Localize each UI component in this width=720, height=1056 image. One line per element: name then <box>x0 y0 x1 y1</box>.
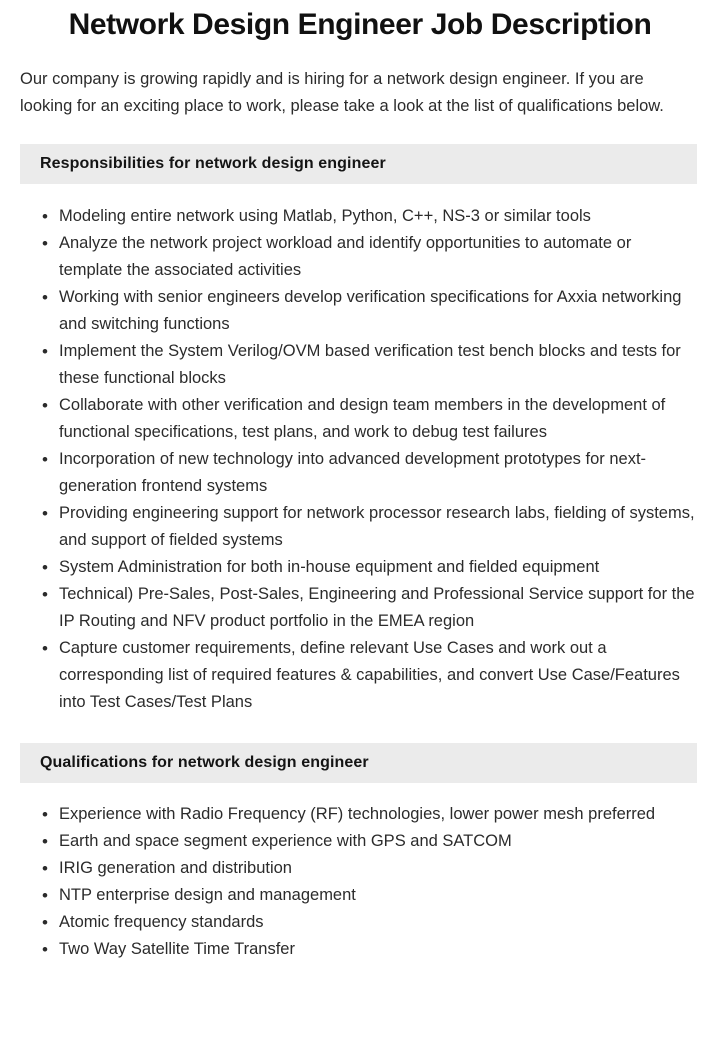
list-item-text: Atomic frequency standards <box>59 913 264 931</box>
section-heading-label: Responsibilities for network design engineer <box>40 155 386 172</box>
bullet-dot-icon: • <box>42 940 48 959</box>
list-item-text: NTP enterprise design and management <box>59 886 356 904</box>
bullet-dot-icon: • <box>42 913 48 932</box>
list-item-text: Collaborate with other verification and design team members in the development of functional specifications, test plans, and work to debug test failures <box>59 396 666 441</box>
list-item <box>42 392 696 446</box>
bullet-dot-icon: • <box>42 886 48 905</box>
list-item <box>42 338 696 392</box>
list-item-text: Earth and space segment experience with GPS and SATCOM <box>59 832 512 850</box>
section-header-responsibilities <box>20 144 697 184</box>
list-item-text: Modeling entire network using Matlab, Python, C++, NS-3 or similar tools <box>59 207 591 225</box>
bullet-dot-icon: • <box>42 288 48 307</box>
bullet-dot-icon: • <box>42 859 48 878</box>
list-item <box>42 581 696 635</box>
list-item <box>42 909 696 936</box>
list-item-text: Technical) Pre-Sales, Post-Sales, Engineering and Professional Service support for the IP Routing and NFV product portfolio in the EMEA region <box>59 585 695 630</box>
list-item-text: IRIG generation and distribution <box>59 859 292 877</box>
responsibilities-list <box>0 184 720 716</box>
list-item-text: Working with senior engineers develop verification specifications for Axxia networking and switching functions <box>59 288 682 333</box>
list-item-text: Two Way Satellite Time Transfer <box>59 940 295 958</box>
list-item <box>42 882 696 909</box>
bullet-dot-icon: • <box>42 396 48 415</box>
list-item-text: System Administration for both in-house equipment and fielded equipment <box>59 558 600 576</box>
bullet-dot-icon: • <box>42 207 48 226</box>
bullet-dot-icon: • <box>42 342 48 361</box>
list-item-text: Incorporation of new technology into advanced development prototypes for next-generation frontend systems <box>59 450 647 495</box>
page-title: Network Design Engineer Job Description <box>68 8 652 41</box>
section-heading-label: Qualifications for network design engineer <box>40 754 369 771</box>
list-item-text: Experience with Radio Frequency (RF) technologies, lower power mesh preferred <box>59 805 656 823</box>
list-item-text: Capture customer requirements, define relevant Use Cases and work out a corresponding list of required features & capabilities, and convert Use Case/Features into Test Cases/Test Plans <box>59 639 680 711</box>
bullet-dot-icon: • <box>42 805 48 824</box>
list-item <box>42 936 696 963</box>
bullet-dot-icon: • <box>42 504 48 523</box>
list-item <box>42 855 696 882</box>
list-item <box>42 203 696 230</box>
section-header-qualifications <box>20 743 697 783</box>
list-item-text: Implement the System Verilog/OVM based verification test bench blocks and tests for these functional blocks <box>59 342 681 387</box>
bullet-dot-icon: • <box>42 450 48 469</box>
qualifications-list <box>0 783 720 963</box>
list-item <box>42 500 696 554</box>
list-item-text: Providing engineering support for network processor research labs, fielding of systems, and support of fielded systems <box>59 504 695 549</box>
bullet-dot-icon: • <box>42 832 48 851</box>
list-item <box>42 801 696 828</box>
list-item <box>42 828 696 855</box>
bullet-dot-icon: • <box>42 639 48 658</box>
intro-paragraph: Our company is growing rapidly and is hiring for a network design engineer. If you are looking for an exciting place to work, please take a look at the list of qualifications below. <box>20 70 664 115</box>
bullet-dot-icon: • <box>42 234 48 253</box>
list-item <box>42 284 696 338</box>
list-item <box>42 446 696 500</box>
bullet-dot-icon: • <box>42 558 48 577</box>
list-item <box>42 635 696 716</box>
list-item <box>42 230 696 284</box>
list-item-text: Analyze the network project workload and identify opportunities to automate or template the associated activities <box>59 234 632 279</box>
list-item <box>42 554 696 581</box>
bullet-dot-icon: • <box>42 585 48 604</box>
